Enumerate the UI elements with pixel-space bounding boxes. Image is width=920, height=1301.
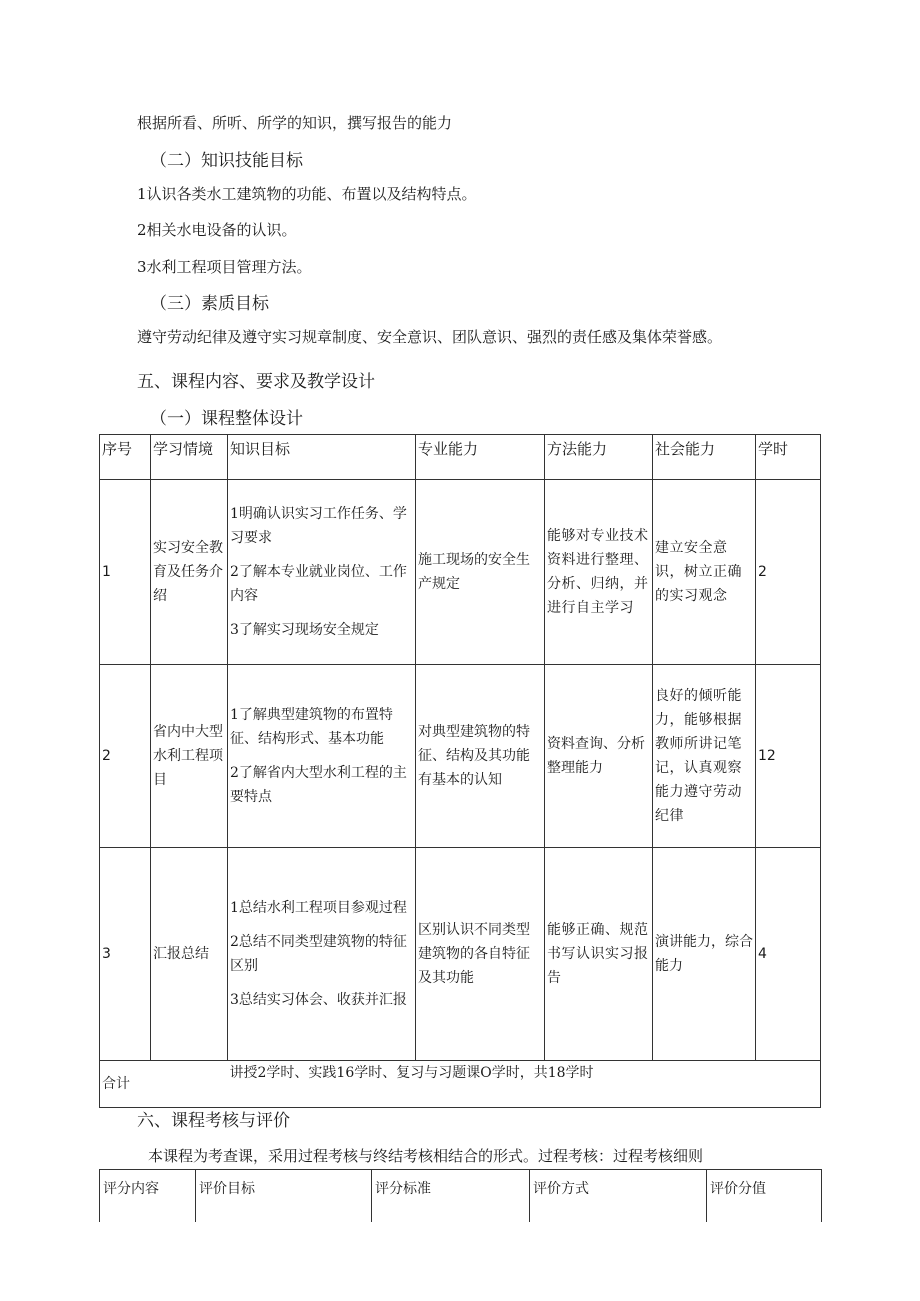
goal-item: 2了解本专业就业岗位、工作内容 bbox=[230, 564, 407, 604]
knowledge-heading: （二）知识技能目标 bbox=[150, 151, 303, 171]
goals-cell bbox=[228, 848, 416, 1061]
total-row bbox=[100, 1061, 821, 1108]
total-text: 讲授2学时、实践16学时、复习与习题课O学时，共18学时 bbox=[228, 1061, 821, 1108]
method-cell: 资料查询、分析整理能力 bbox=[545, 665, 653, 848]
header-cell: 专业能力 bbox=[416, 435, 545, 480]
table-row bbox=[100, 665, 821, 848]
knowledge-item: 2相关水电设备的认识。 bbox=[137, 221, 297, 239]
goal-item: 1明确认识实习工作任务、学习要求 bbox=[230, 506, 407, 546]
hours-cell: 4 bbox=[756, 848, 821, 1061]
goals-cell bbox=[228, 665, 416, 848]
header-cell: 评价方式 bbox=[530, 1170, 707, 1223]
situation-cell: 汇报总结 bbox=[151, 848, 228, 1061]
social-cell: 建立安全意识，树立正确的实习观念 bbox=[653, 480, 756, 665]
table-header-row bbox=[100, 1170, 822, 1223]
total-spacer bbox=[151, 1061, 228, 1108]
header-cell: 评价分值 bbox=[707, 1170, 822, 1223]
table-row bbox=[100, 480, 821, 665]
header-cell: 学习情境 bbox=[151, 435, 228, 480]
header-cell: 序号 bbox=[100, 435, 151, 480]
goal-item: 3了解实习现场安全规定 bbox=[230, 622, 379, 638]
quality-heading: （三）素质目标 bbox=[150, 294, 269, 314]
knowledge-item: 3水利工程项目管理方法。 bbox=[137, 258, 312, 276]
header-cell: 学时 bbox=[756, 435, 821, 480]
table-header-row bbox=[100, 435, 821, 480]
quality-text: 遵守劳动纪律及遵守实习规章制度、安全意识、团队意识、强烈的责任感及集体荣誉感。 bbox=[137, 328, 723, 346]
row-number: 2 bbox=[100, 665, 151, 848]
section6-heading: 六、课程考核与评价 bbox=[137, 1111, 290, 1131]
goal-item: 1了解典型建筑物的布置特征、结构形式、基本功能 bbox=[230, 707, 393, 747]
professional-cell: 对典型建筑物的特征、结构及其功能有基本的认知 bbox=[416, 665, 545, 848]
situation-cell: 实习安全教育及任务介绍 bbox=[151, 480, 228, 665]
goal-item: 2了解省内大型水利工程的主要特点 bbox=[230, 765, 407, 805]
method-cell: 能够对专业技术资料进行整理、分析、归纳，并进行自主学习 bbox=[545, 480, 653, 665]
professional-cell: 施工现场的安全生产规定 bbox=[416, 480, 545, 665]
section5-heading: 五、课程内容、要求及教学设计 bbox=[137, 372, 375, 392]
goals-cell bbox=[228, 480, 416, 665]
course-design-table bbox=[99, 434, 821, 1108]
professional-cell: 区别认识不同类型建筑物的各自特征及其功能 bbox=[416, 848, 545, 1061]
header-cell: 评价目标 bbox=[196, 1170, 372, 1223]
header-cell: 知识目标 bbox=[228, 435, 416, 480]
evaluation-table bbox=[99, 1169, 822, 1222]
row-number: 3 bbox=[100, 848, 151, 1061]
intro-line: 根据所看、所听、所学的知识，撰写报告的能力 bbox=[137, 114, 453, 132]
situation-cell: 省内中大型水利工程项目 bbox=[151, 665, 228, 848]
row-number: 1 bbox=[100, 480, 151, 665]
method-cell: 能够正确、规范书写认识实习报告 bbox=[545, 848, 653, 1061]
table-row bbox=[100, 848, 821, 1061]
knowledge-item: 1认识各类水工建筑物的功能、布置以及结构特点。 bbox=[137, 185, 477, 203]
header-cell: 评分标准 bbox=[372, 1170, 530, 1223]
hours-cell: 12 bbox=[756, 665, 821, 848]
total-label: 合计 bbox=[100, 1061, 151, 1108]
section6-text: 本课程为考查课，采用过程考核与终结考核相结合的形式。过程考核：过程考核细则 bbox=[148, 1147, 704, 1165]
header-cell: 方法能力 bbox=[545, 435, 653, 480]
social-cell: 良好的倾听能力，能够根据教师所讲记笔记，认真观察能力遵守劳动纪律 bbox=[653, 665, 756, 848]
section5-subheading: （一）课程整体设计 bbox=[150, 409, 303, 429]
goal-item: 3总结实习体会、收获并汇报 bbox=[230, 992, 407, 1008]
header-cell: 评分内容 bbox=[100, 1170, 196, 1223]
social-cell: 演讲能力，综合能力 bbox=[653, 848, 756, 1061]
hours-cell: 2 bbox=[756, 480, 821, 665]
goal-item: 1总结水利工程项目参观过程 bbox=[230, 900, 407, 916]
goal-item: 2总结不同类型建筑物的特征区别 bbox=[230, 934, 407, 974]
header-cell: 社会能力 bbox=[653, 435, 756, 480]
